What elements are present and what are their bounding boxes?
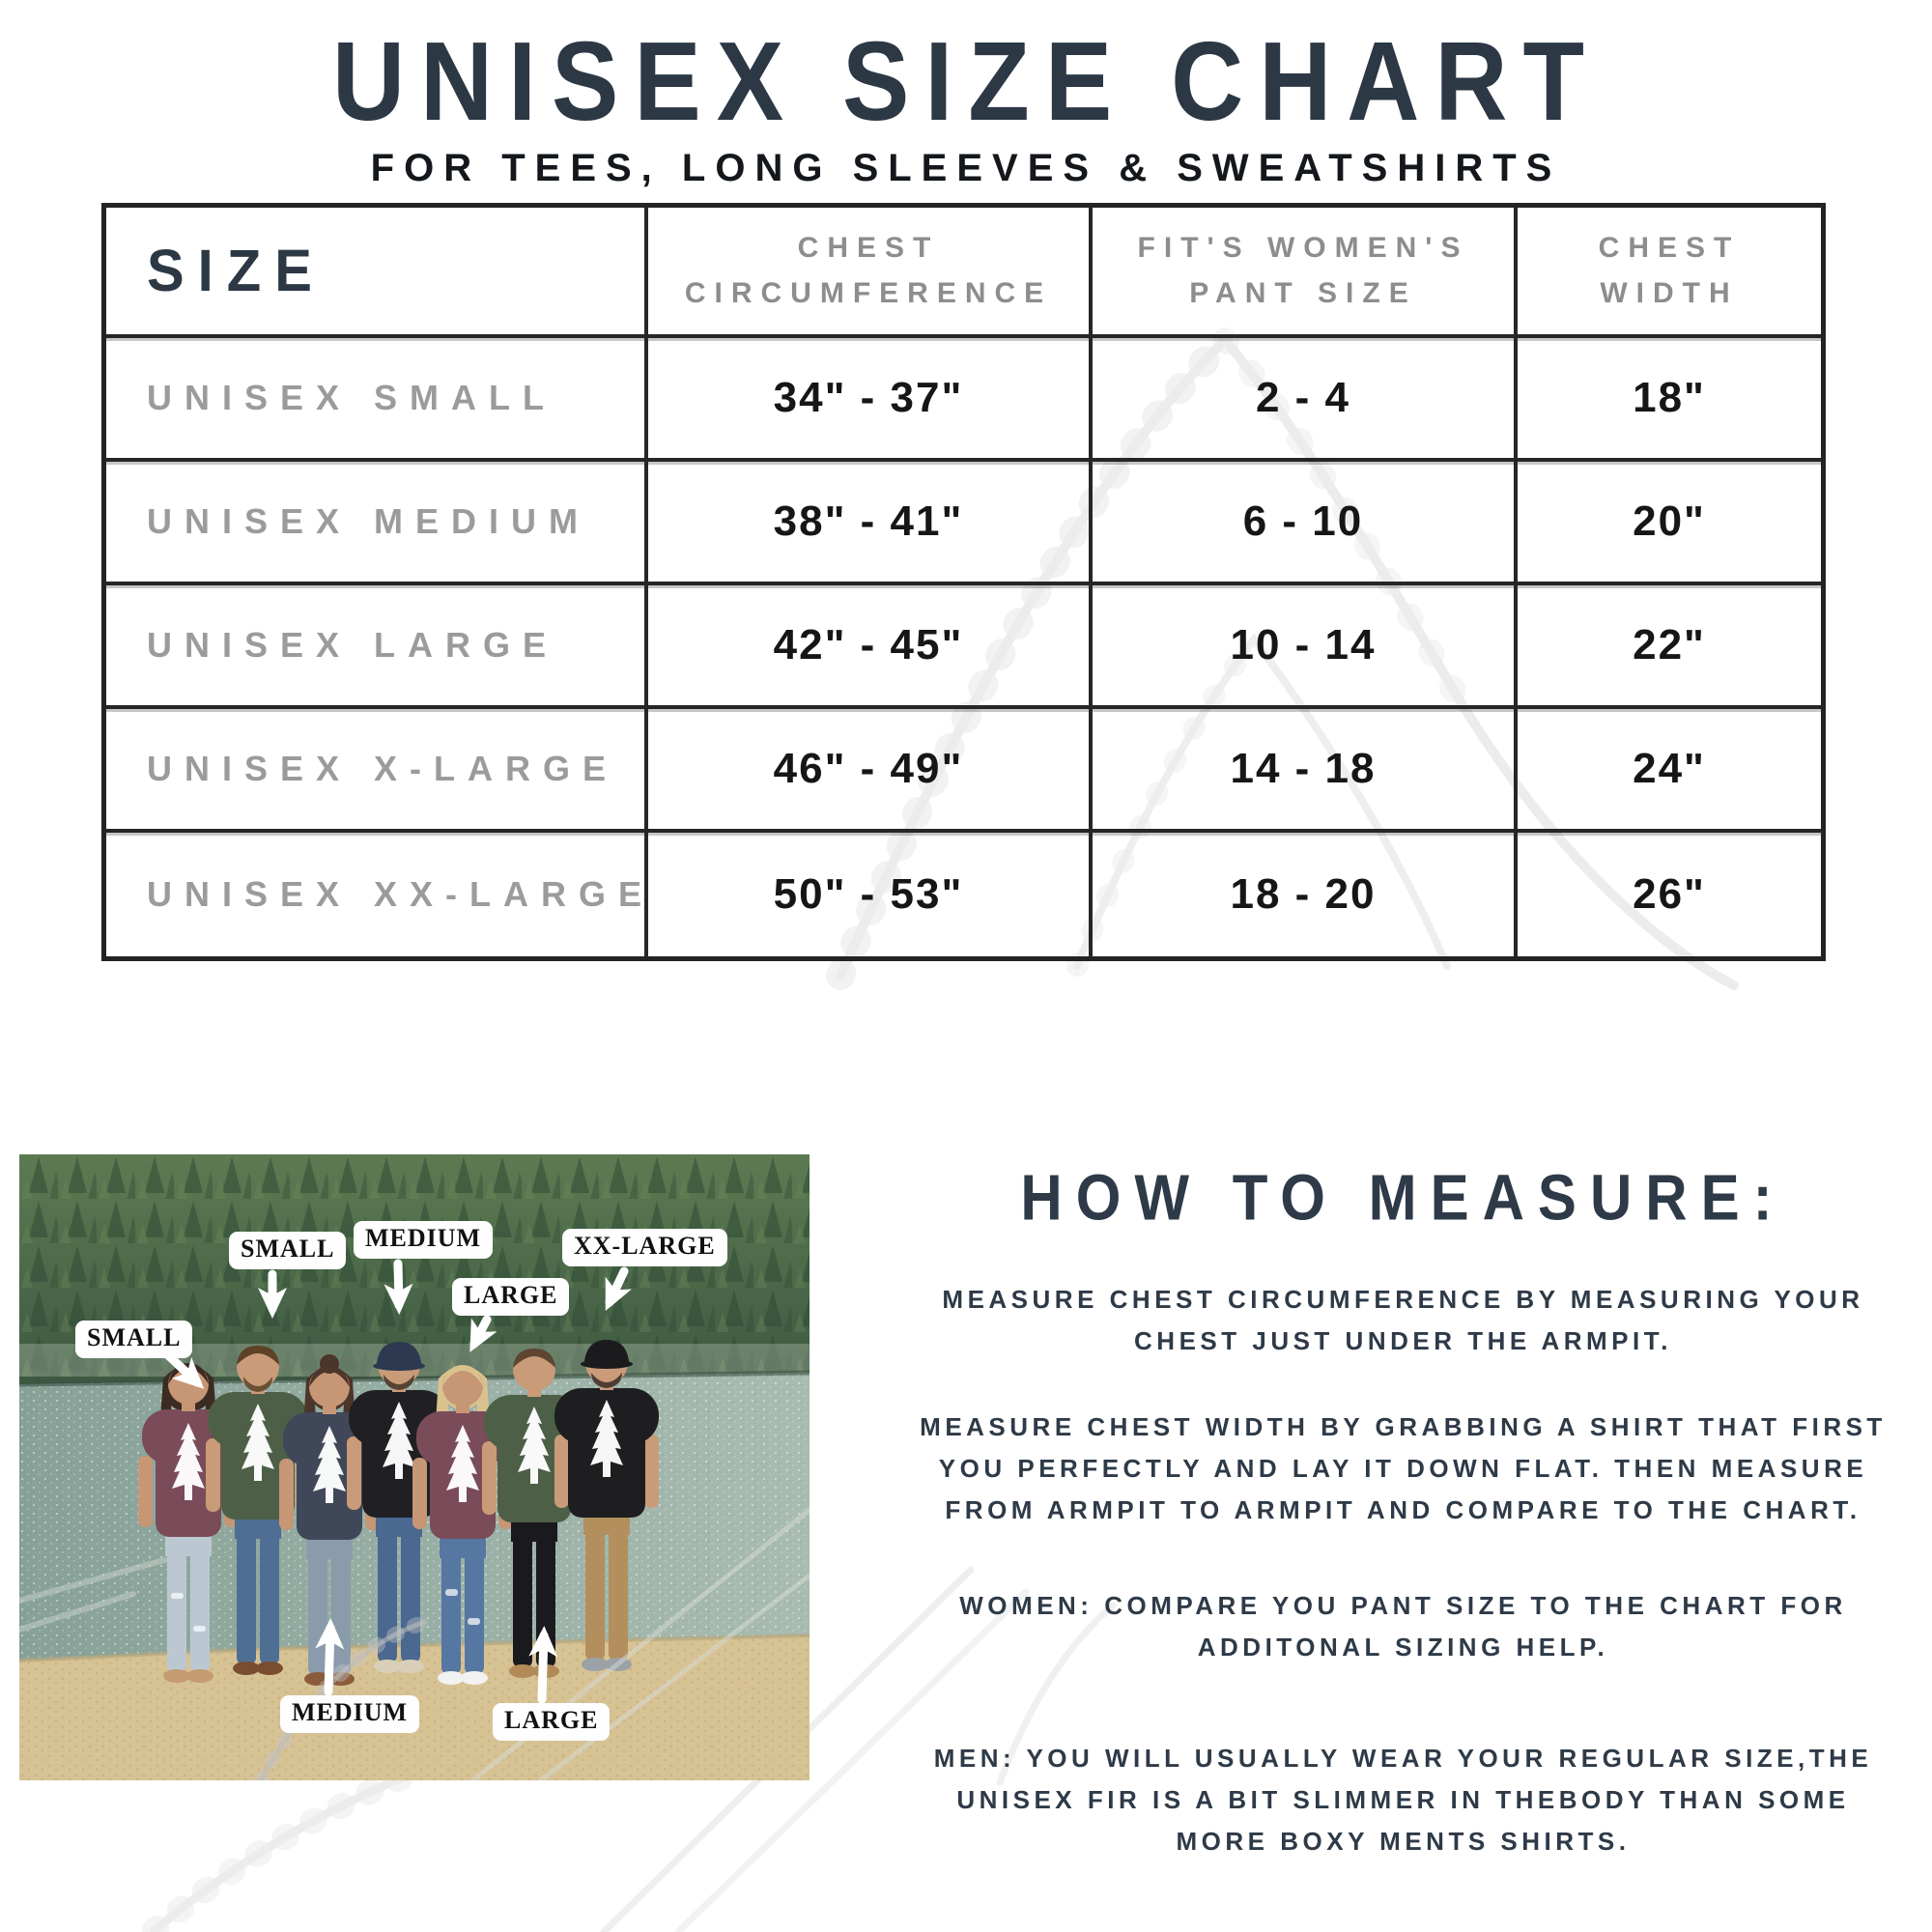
column-header-chest-width: CHEST WIDTH: [1598, 232, 1741, 309]
row-label-cell: UNISEX MEDIUM: [106, 462, 648, 582]
photo-label-medium-top: MEDIUM: [354, 1221, 493, 1259]
chest-width-cell: 24": [1633, 745, 1706, 792]
pant-size-cell: 18 - 20: [1093, 833, 1518, 956]
how-to-measure-section: [874, 1160, 1932, 1862]
row-label-cell: UNISEX XX-LARGE: [106, 833, 648, 956]
photo-label-medium-bottom: MEDIUM: [280, 1695, 419, 1733]
chest-circumference-cell: 50" - 53": [648, 833, 1093, 956]
chest-circumference-cell: 46" - 49": [648, 709, 1093, 829]
table-header-row: [106, 208, 1821, 338]
photo-label-large-bottom: LARGE: [493, 1703, 610, 1741]
row-label-cell: UNISEX SMALL: [106, 338, 648, 458]
chest-width-cell: 20": [1633, 497, 1706, 545]
size-table: [101, 203, 1826, 961]
table-row-unisex-xx-large: [106, 833, 1821, 956]
photo-label-small-top: SMALL: [229, 1232, 346, 1269]
chest-width-cell: 18": [1633, 374, 1706, 421]
chest-circumference-cell: 42" - 45": [648, 585, 1093, 705]
column-header-womens-pant-size: FIT'S WOMEN'S PANT SIZE: [1093, 208, 1518, 334]
column-header-chest-circumference: CHEST CIRCUMFERENCE: [648, 208, 1093, 334]
photo-label-xx-large-top: XX-LARGE: [562, 1229, 727, 1266]
row-label-cell: UNISEX LARGE: [106, 585, 648, 705]
how-to-measure-title: HOW TO MEASURE:: [1020, 1160, 1786, 1235]
table-row-unisex-large: [106, 585, 1821, 709]
instruction-women-pant-size: WOMEN: COMPARE YOU PANT SIZE TO THE CHART FOR ADDITONAL SIZING HELP.: [959, 1591, 1847, 1662]
page-title: UNISEX SIZE CHART: [331, 18, 1601, 145]
chest-width-cell: 22": [1633, 621, 1706, 668]
pant-size-cell: 2 - 4: [1093, 338, 1518, 458]
chest-circumference-cell: 34" - 37": [648, 338, 1093, 458]
instruction-chest-circumference: MEASURE CHEST CIRCUMFERENCE BY MEASURING YOUR CHEST JUST UNDER THE ARMPIT.: [942, 1285, 1864, 1355]
pant-size-cell: 6 - 10: [1093, 462, 1518, 582]
photo-label-large-top: LARGE: [452, 1278, 569, 1316]
row-label-cell: UNISEX X-LARGE: [106, 709, 648, 829]
column-header-size: SIZE: [106, 208, 648, 334]
table-row-unisex-medium: [106, 462, 1821, 585]
size-model-photo: [19, 1154, 810, 1780]
instruction-men-regular-size: MEN: YOU WILL USUALLY WEAR YOUR REGULAR SIZE,THE UNISEX FIR IS A BIT SLIMMER IN THEBODY THAN SOME MORE BOXY MENTS SHIRTS.: [933, 1744, 1873, 1856]
pant-size-cell: 14 - 18: [1093, 709, 1518, 829]
photo-label-small-left: SMALL: [75, 1321, 192, 1358]
page-subtitle: FOR TEES, LONG SLEEVES & SWEATSHIRTS: [370, 147, 1562, 189]
chest-width-cell: 26": [1633, 870, 1706, 918]
table-row-unisex-small: [106, 338, 1821, 462]
pant-size-cell: 10 - 14: [1093, 585, 1518, 705]
instruction-chest-width: MEASURE CHEST WIDTH BY GRABBING A SHIRT THAT FIRST YOU PERFECTLY AND LAY IT DOWN FLAT. THEN MEASURE FROM ARMPIT TO ARMPIT AND COMPARE TO THE CHART.: [920, 1412, 1887, 1524]
chest-circumference-cell: 38" - 41": [648, 462, 1093, 582]
table-row-unisex-x-large: [106, 709, 1821, 833]
